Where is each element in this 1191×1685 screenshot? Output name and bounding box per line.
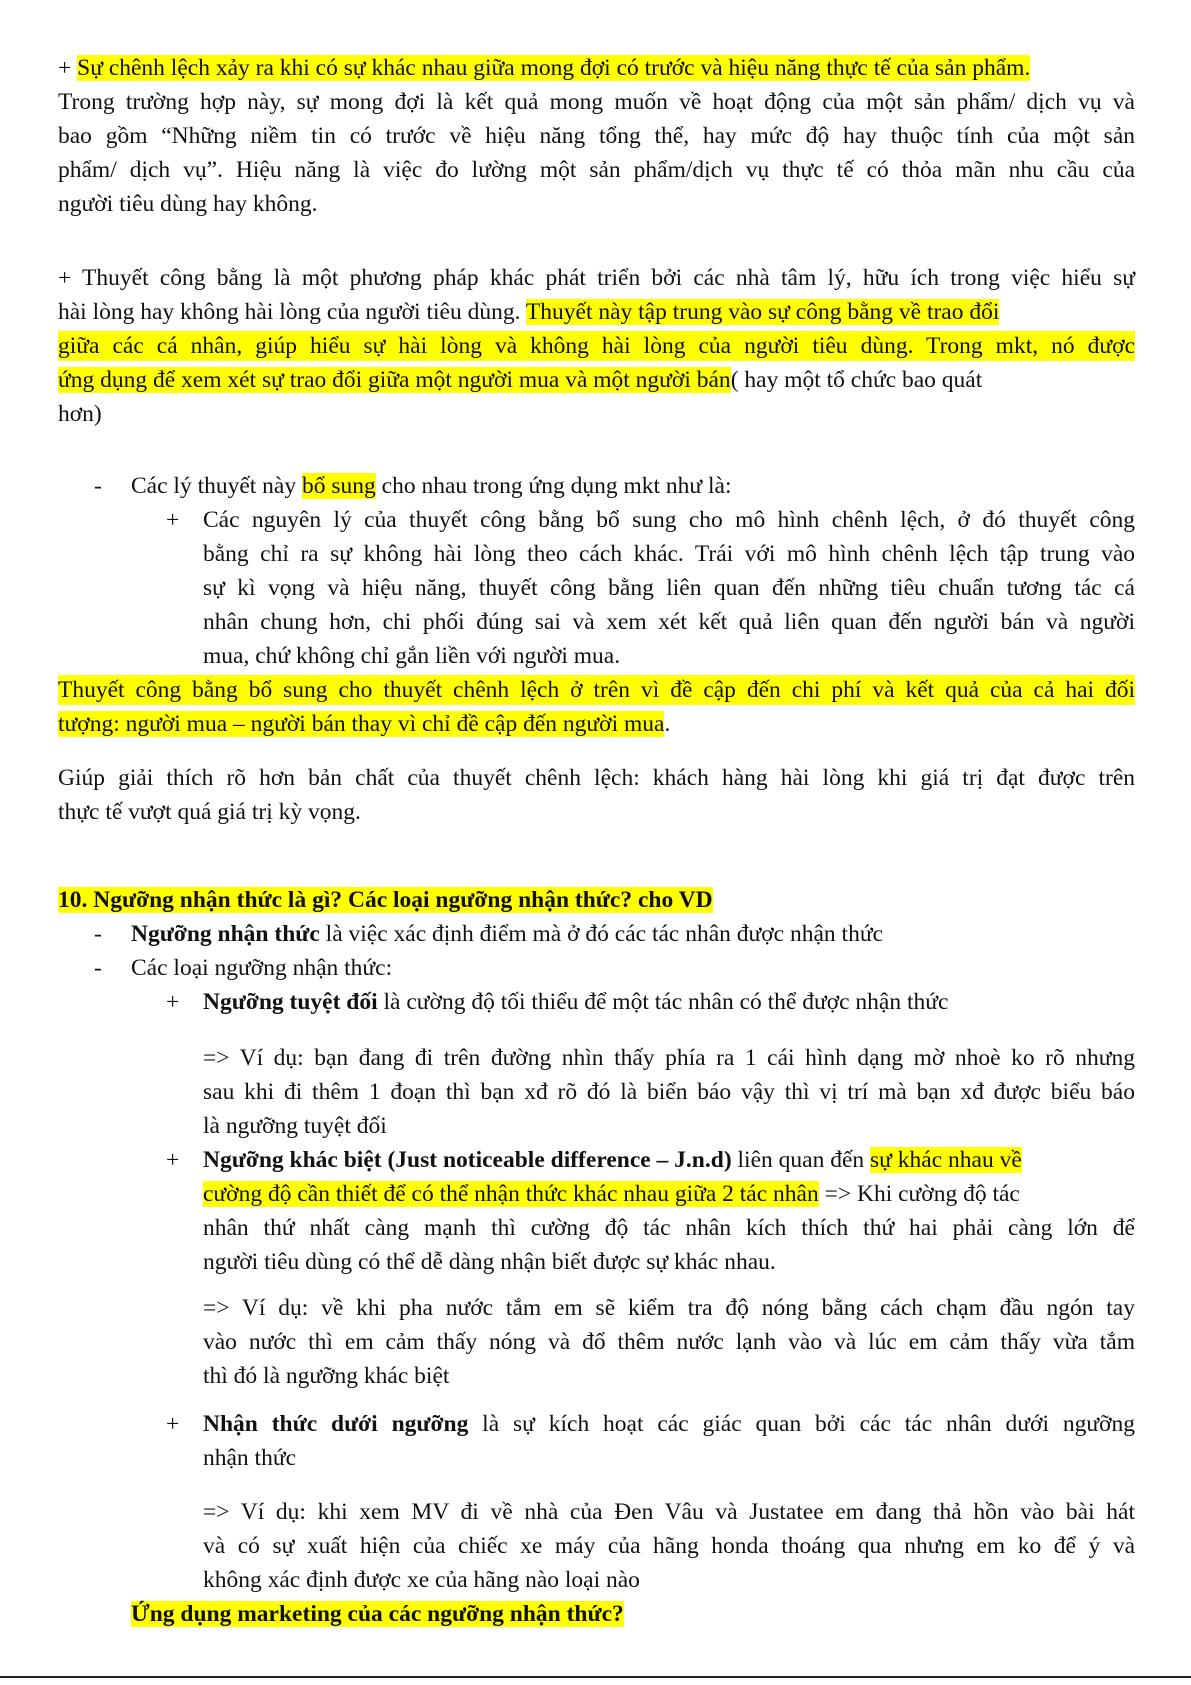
explain-line-2: thực tế vượt quá giá trị kỳ vọng. [58, 799, 361, 825]
absolute-threshold-text: là cường độ tối thiểu để một tác nhân có thể được nhận thức [377, 989, 949, 1015]
para2-line-4 [58, 365, 1135, 395]
bullet-dash: - [94, 473, 102, 499]
explain-line-1: Giúp giải thích rõ hơn bản chất của thuyết chênh lệch: khách hàng hài lòng khi giá trị đạt được trên [58, 765, 1135, 791]
summary-line-2 [58, 709, 670, 739]
para1-highlight: Sự chênh lệch xảy ra khi có sự khác nhau giữa mong đợi có trước và hiệu năng thực tế của sản phẩm. [77, 55, 1031, 81]
abs-example-line-1: => Ví dụ: bạn đang đi trên đường nhìn thấy phía ra 1 cái hình dạng mờ nhoè ko rõ nhưng [203, 1045, 1135, 1071]
bullet1-line [131, 471, 732, 501]
summary-line-2-highlight: tượng: người mua – người bán thay vì chỉ đề cập đến người mua [58, 711, 665, 737]
diff-mid-text: liên quan đến [731, 1147, 871, 1173]
para1-line-2: Trong trường hợp này, sự mong đợi là kết quả mong muốn về hoạt động của một sản phẩm/ dịch vụ và [58, 89, 1135, 115]
abs-plus: + [166, 989, 180, 1015]
sub-line-3: sự kì vọng và hiệu năng, thuyết công bằng liên quan đến những tiêu chuẩn tương tác cá [203, 575, 1135, 601]
para2-line-4-highlight: ứng dụng để xem xét sự trao đổi giữa một người mua và một người bán [58, 367, 731, 393]
definition-line [131, 919, 883, 949]
absolute-threshold-line [203, 987, 948, 1017]
subliminal-line-1 [203, 1409, 1135, 1439]
section-10-heading-text: 10. Ngưỡng nhận thức là gì? Các loại ngưỡng nhận thức? cho VD [58, 887, 713, 913]
sub-line-1: Các nguyên lý của thuyết công bằng bổ sung cho mô hình chênh lệch, ở đó thuyết công [203, 507, 1135, 533]
bullet1-highlight: bổ sung [301, 473, 376, 499]
footer-rule [0, 1676, 1191, 1678]
sub-example-line-3: không xác định được xe của hãng nào loại nào [203, 1567, 640, 1593]
diff-example-line-1: => Ví dụ: về khi pha nước tắm em sẽ kiểm tra độ nóng bằng cách chạm đầu ngón tay [203, 1295, 1135, 1321]
def-dash: - [94, 921, 102, 947]
types-label: Các loại ngưỡng nhận thức: [131, 955, 393, 981]
marketing-application-text: Ứng dụng marketing của các ngưỡng nhận thức? [131, 1601, 624, 1627]
subliminal-text: là sự kích hoạt các giác quan bởi các tác nhân dưới ngưỡng [468, 1411, 1135, 1437]
absolute-threshold-term: Ngưỡng tuyệt đối [203, 989, 378, 1015]
subliminal-term: Nhận thức dưới ngưỡng [203, 1411, 469, 1437]
para2-line-1: + Thuyết công bằng là một phương pháp khác phát triển bởi các nhà tâm lý, hữu ích trong việc hiểu sự [58, 265, 1135, 291]
diff-highlight-2: cường độ cần thiết để có thể nhận thức khác nhau giữa 2 tác nhân [203, 1181, 819, 1207]
summary-line-1: Thuyết công bằng bổ sung cho thuyết chênh lệch ở trên vì đề cập đến chi phí và kết quả của cả hai đối [58, 677, 1135, 703]
para2-line-2-plain: hài lòng hay không hài lòng của người tiêu dùng. [58, 299, 526, 325]
definition-text: là việc xác định điểm mà ở đó các tác nhân được nhận thức [319, 921, 883, 947]
definition-term: Ngưỡng nhận thức [131, 921, 320, 947]
para1-line-1 [58, 53, 1135, 83]
diff-threshold-line-2 [203, 1179, 1020, 1209]
section-10-heading [58, 885, 713, 915]
para1-line-4: phẩm/ dịch vụ”. Hiệu năng là việc đo lường một sản phẩm/dịch vụ thực tế có thỏa mãn nhu cầu của [58, 157, 1135, 183]
sub-bullet-plus: + [166, 507, 180, 533]
abs-example-line-2: sau khi đi thêm 1 đoạn thì bạn xđ rõ đó là biển báo vậy thì vị trí mà bạn xđ được biểu báo [203, 1079, 1135, 1105]
sub-line-2: bằng chỉ ra sự không hài lòng theo cách khác. Trái với mô hình chênh lệch tập trung vào [203, 541, 1135, 567]
para1-line-5: người tiêu dùng hay không. [58, 191, 318, 217]
subliminal-line-2: nhận thức [203, 1445, 297, 1471]
sub-example-line-2: và có sự xuất hiện của chiếc xe máy của hãng honda thoáng qua nhưng em ko để ý và [203, 1533, 1135, 1559]
types-dash: - [94, 955, 102, 981]
marketing-application-question [131, 1599, 624, 1629]
diff-highlight-1: sự khác nhau về [870, 1147, 1022, 1173]
diff-after-text: => Khi cường độ tác [818, 1181, 1020, 1207]
diff-threshold-line-3: nhân thứ nhất càng mạnh thì cường độ tác nhân kích thích thứ hai phải càng lớn để [203, 1215, 1135, 1241]
sub-example-line-1: => Ví dụ: khi xem MV đi về nhà của Đen Vâu và Justatee em đang thả hồn vào bài hát [203, 1499, 1135, 1525]
diff-threshold-term: Ngưỡng khác biệt (Just noticeable difference – J.n.d) [203, 1147, 732, 1173]
para2-line-2-highlight: Thuyết này tập trung vào sự công bằng về trao đổi [525, 299, 1000, 325]
diff-plus: + [166, 1147, 180, 1173]
diff-example-line-3: thì đó là ngưỡng khác biệt [203, 1363, 450, 1389]
sub-line-4: nhân chung hơn, chi phối đúng sai và xem xét kết quả liên quan đến người bán và người [203, 609, 1135, 635]
para2-line-2 [58, 297, 1135, 327]
sub-plus: + [166, 1411, 180, 1437]
diff-threshold-line-4: người tiêu dùng có thể dễ dàng nhận biết được sự khác nhau. [203, 1249, 776, 1275]
para2-line-3: giữa các cá nhân, giúp hiểu sự hài lòng và không hài lòng của người tiêu dùng. Trong mkt, nó được [58, 333, 1135, 359]
para2-line-4-plain: ( hay một tổ chức bao quát [730, 367, 983, 393]
bullet1-post: cho nhau trong ứng dụng mkt như là: [375, 473, 732, 499]
abs-example-line-3: là ngưỡng tuyệt đối [203, 1113, 387, 1139]
sub-line-5: mua, chứ không chỉ gắn liền với người mua. [203, 643, 621, 669]
summary-period: . [664, 711, 671, 737]
para1-plus: + [58, 55, 78, 81]
diff-threshold-line-1 [203, 1145, 1022, 1175]
diff-example-line-2: vào nước thì em cảm thấy nóng và đổ thêm nước lạnh vào và lúc em cảm thấy vừa tắm [203, 1329, 1135, 1355]
bullet1-pre: Các lý thuyết này [131, 473, 302, 499]
para2-line-5: hơn) [58, 401, 102, 427]
para1-line-3: bao gồm “Những niềm tin có trước về hiệu năng tổng thể, hay mức độ hay thuộc tính của một sản [58, 123, 1135, 149]
